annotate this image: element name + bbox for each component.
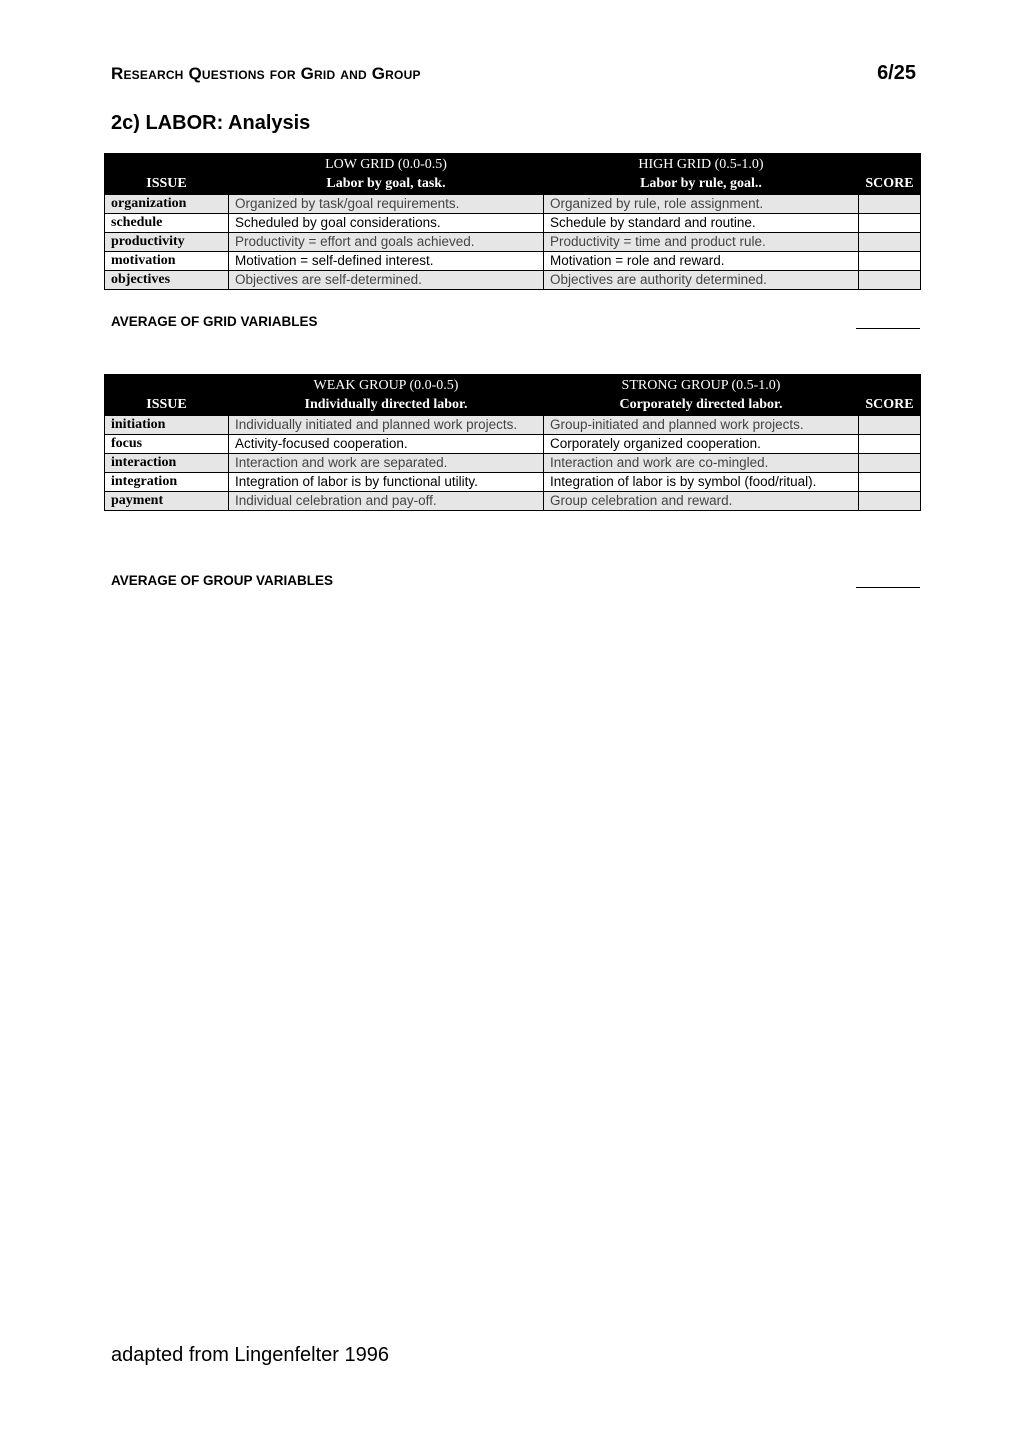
weak-group-column-header [229,375,544,416]
score-cell[interactable] [859,233,921,252]
grid-analysis-table [104,153,921,290]
footer-credit: adapted from Lingenfelter 1996 [111,1344,389,1366]
low-grid-label: LOW GRID (0.0-0.5) [325,157,447,172]
page-header [111,62,916,85]
high-grid-cell: Motivation = role and reward. [544,252,859,271]
running-title: Research Questions for Grid and Group [111,64,421,83]
issue-cell: payment [105,492,229,511]
table-row-organization [105,195,921,214]
weak-group-cell: Integration of labor is by functional utility. [229,473,544,492]
group-average-row [111,573,920,588]
weak-group-cell: Individual celebration and pay-off. [229,492,544,511]
low-grid-description: Labor by goal, task. [326,176,446,191]
high-grid-cell: Objectives are authority determined. [544,271,859,290]
issue-column-header: ISSUE [105,375,229,416]
high-grid-description: Labor by rule, goal.. [640,176,762,191]
table-row-payment [105,492,921,511]
score-cell[interactable] [859,473,921,492]
score-cell[interactable] [859,214,921,233]
page-number: 6/25 [877,62,916,84]
low-grid-cell: Motivation = self-defined interest. [229,252,544,271]
issue-cell: organization [105,195,229,214]
group-analysis-table [104,374,921,511]
table-row-interaction [105,454,921,473]
score-cell[interactable] [859,252,921,271]
issue-cell: integration [105,473,229,492]
strong-group-cell: Group-initiated and planned work projects. [544,416,859,435]
high-grid-cell: Productivity = time and product rule. [544,233,859,252]
score-cell[interactable] [859,492,921,511]
weak-group-cell: Individually initiated and planned work projects. [229,416,544,435]
table-row-motivation [105,252,921,271]
table-row-schedule [105,214,921,233]
low-grid-cell: Productivity = effort and goals achieved. [229,233,544,252]
table-row-integration [105,473,921,492]
weak-group-description: Individually directed labor. [304,397,468,412]
weak-group-cell: Interaction and work are separated. [229,454,544,473]
table-row-focus [105,435,921,454]
high-grid-column-header [544,154,859,195]
high-grid-cell: Organized by rule, role assignment. [544,195,859,214]
issue-cell: initiation [105,416,229,435]
strong-group-cell: Interaction and work are co-mingled. [544,454,859,473]
grid-average-row [111,314,920,329]
group-average-blank[interactable] [856,575,920,588]
grid-average-label: AVERAGE OF GRID VARIABLES [111,314,318,329]
table-row-productivity [105,233,921,252]
group-average-label: AVERAGE OF GROUP VARIABLES [111,573,334,588]
issue-cell: focus [105,435,229,454]
strong-group-cell: Group celebration and reward. [544,492,859,511]
issue-cell: interaction [105,454,229,473]
issue-cell: productivity [105,233,229,252]
score-cell[interactable] [859,435,921,454]
score-column-header: SCORE [859,154,921,195]
grid-average-blank[interactable] [856,316,920,329]
score-cell[interactable] [859,271,921,290]
issue-cell: schedule [105,214,229,233]
score-cell[interactable] [859,416,921,435]
low-grid-cell: Objectives are self-determined. [229,271,544,290]
score-cell[interactable] [859,195,921,214]
table-row-objectives [105,271,921,290]
low-grid-cell: Scheduled by goal considerations. [229,214,544,233]
low-grid-cell: Organized by task/goal requirements. [229,195,544,214]
weak-group-label: WEAK GROUP (0.0-0.5) [313,378,459,393]
strong-group-description: Corporately directed labor. [619,397,783,412]
strong-group-column-header [544,375,859,416]
high-grid-cell: Schedule by standard and routine. [544,214,859,233]
issue-cell: objectives [105,271,229,290]
strong-group-cell: Corporately organized cooperation. [544,435,859,454]
issue-column-header: ISSUE [105,154,229,195]
table-header-row [105,375,921,416]
strong-group-cell: Integration of labor is by symbol (food/ritual). [544,473,859,492]
section-title: 2c) LABOR: Analysis [111,112,311,134]
table-row-initiation [105,416,921,435]
strong-group-label: STRONG GROUP (0.5-1.0) [621,378,781,393]
score-cell[interactable] [859,454,921,473]
weak-group-cell: Activity-focused cooperation. [229,435,544,454]
issue-cell: motivation [105,252,229,271]
high-grid-label: HIGH GRID (0.5-1.0) [638,157,764,172]
score-column-header: SCORE [859,375,921,416]
table-header-row [105,154,921,195]
low-grid-column-header [229,154,544,195]
